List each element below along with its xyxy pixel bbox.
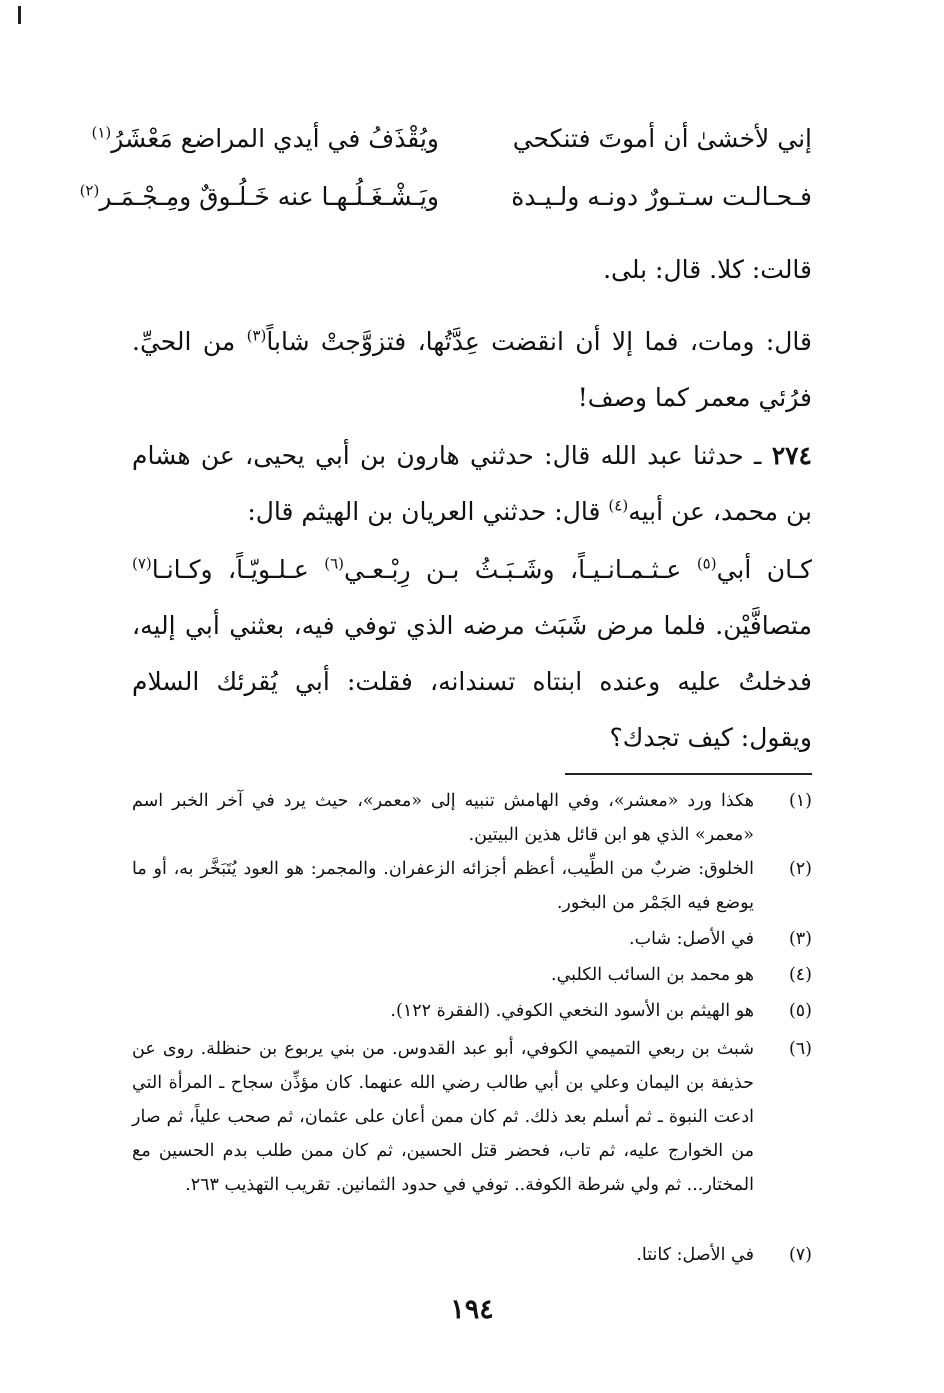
paragraph-marriage: قال: ومات، فما إلا أن انقضت عِدَّتُها، فتزوَّجتْ شاباً$^{(٣)}$ من الحيِّ. فرُئي معمر كما وصف! [132,326,812,412]
verse-1-second-hemistich: ويُقْذَفُ في أيدي المراضع مَعْشَرُ$^{(١)}$ [91,123,439,153]
verse-2-second-hemistich: ويَـشْـغَـلُـهـا عنه خَـلُـوقٌ ومِـجْـمَـر$^{(٢)}$ [79,181,439,211]
footnote-5: (٥) هو الهيثم بن الأسود النخعي الكوفي. (الفقرة ١٢٢). [390,1001,812,1021]
paragraph-hadith-274: ٢٧٤ ـ حدثنا عبد الله قال: حدثني هارون بن أبي يحيى، عن هشام بن محمد، عن أبيه$^{(٤)}$ قال: حدثني العريان بن الهيثم قال: [132,441,812,526]
verse-1-first-hemistich: إني لأخشىٰ أن أموتَ فتنكحي [512,124,812,153]
page-number: ١٩٤ [450,1294,494,1325]
footnote-ref-5: (٥) [696,554,717,573]
footnote-1: (١) هكذا ورد «معشر»، وفي الهامش تنبيه إلى «معمر»، حيث يرد في آخر الخبر اسم «معمر» الذي هو ابن قائل هذين البيتين. [132,791,812,845]
footnote-ref-4: (٤) [608,496,629,515]
footnote-ref-3: (٣) [246,326,267,345]
footnote-ref-2: (٢) [79,181,100,200]
paragraph-narration: كـان أبي$^{(٥)}$ عـثـمـانـيـاً، وشَـبَـثُ بـن رِبْـعـي$^{(٦)}$ عـلـويّـاً، وكـانـا$^{(٧)}$ متصافَّيْن. فلما مرض شَبَث مرضه الذي توفي فيه، بعثني أبي إليه، فدخلتُ عليه وعنده ابنتاه تسندانه، فقلت: أبي يُقرئك السلام ويقول: كيف تجدك؟ [132,554,812,752]
footnote-4: (٤) هو محمد بن السائب الكلبي. [551,965,812,985]
footnote-7: (٧) في الأصل: كانتا. [636,1245,812,1265]
footnote-2: (٢) الخلوق: ضربٌ من الطِّيب، أعظم أجزائه الزعفران. والمجمر: هو العود يُتَبَخَّر به، أو ما يوضع فيه الجَمْر من البخور. [132,859,812,913]
scan-mark [18,6,21,24]
item-number: ٢٧٤ [771,441,812,470]
verse-2-first-hemistich: فـحـالـت سـتـورٌ دونـه ولـيـدة [511,182,812,211]
footnote-divider [565,773,812,775]
footnote-ref-7: (٧) [132,554,152,573]
footnote-ref-6: (٦) [324,554,345,573]
footnote-ref-1: (١) [91,123,112,142]
footnote-6: (٦) شبث بن ربعي التميمي الكوفي، أبو عبد القدوس. من بني يربوع بن حنظلة. روى عن حذيفة بن اليمان وعلي بن أبي طالب رضي الله عنهما. كان مؤذِّن سجاح ـ المرأة التي ادعت النبوة ـ ثم أسلم بعد ذلك. ثم كان ممن أعان على عثمان، ثم صحب علياً، ثم صار من الخوارج عليه، ثم تاب، فحضر قتل الحسين، ثم كان ممن طلب بدم الحسين مع المختار... ثم ولي شرطة الكوفة.. توفي في حدود الثمانين. تقريب التهذيب ٢٦٣. [132,1039,812,1195]
footnote-3: (٣) في الأصل: شاب. [629,929,812,949]
paragraph-dialogue: قالت: كلا. قال: بلى. [603,255,812,284]
